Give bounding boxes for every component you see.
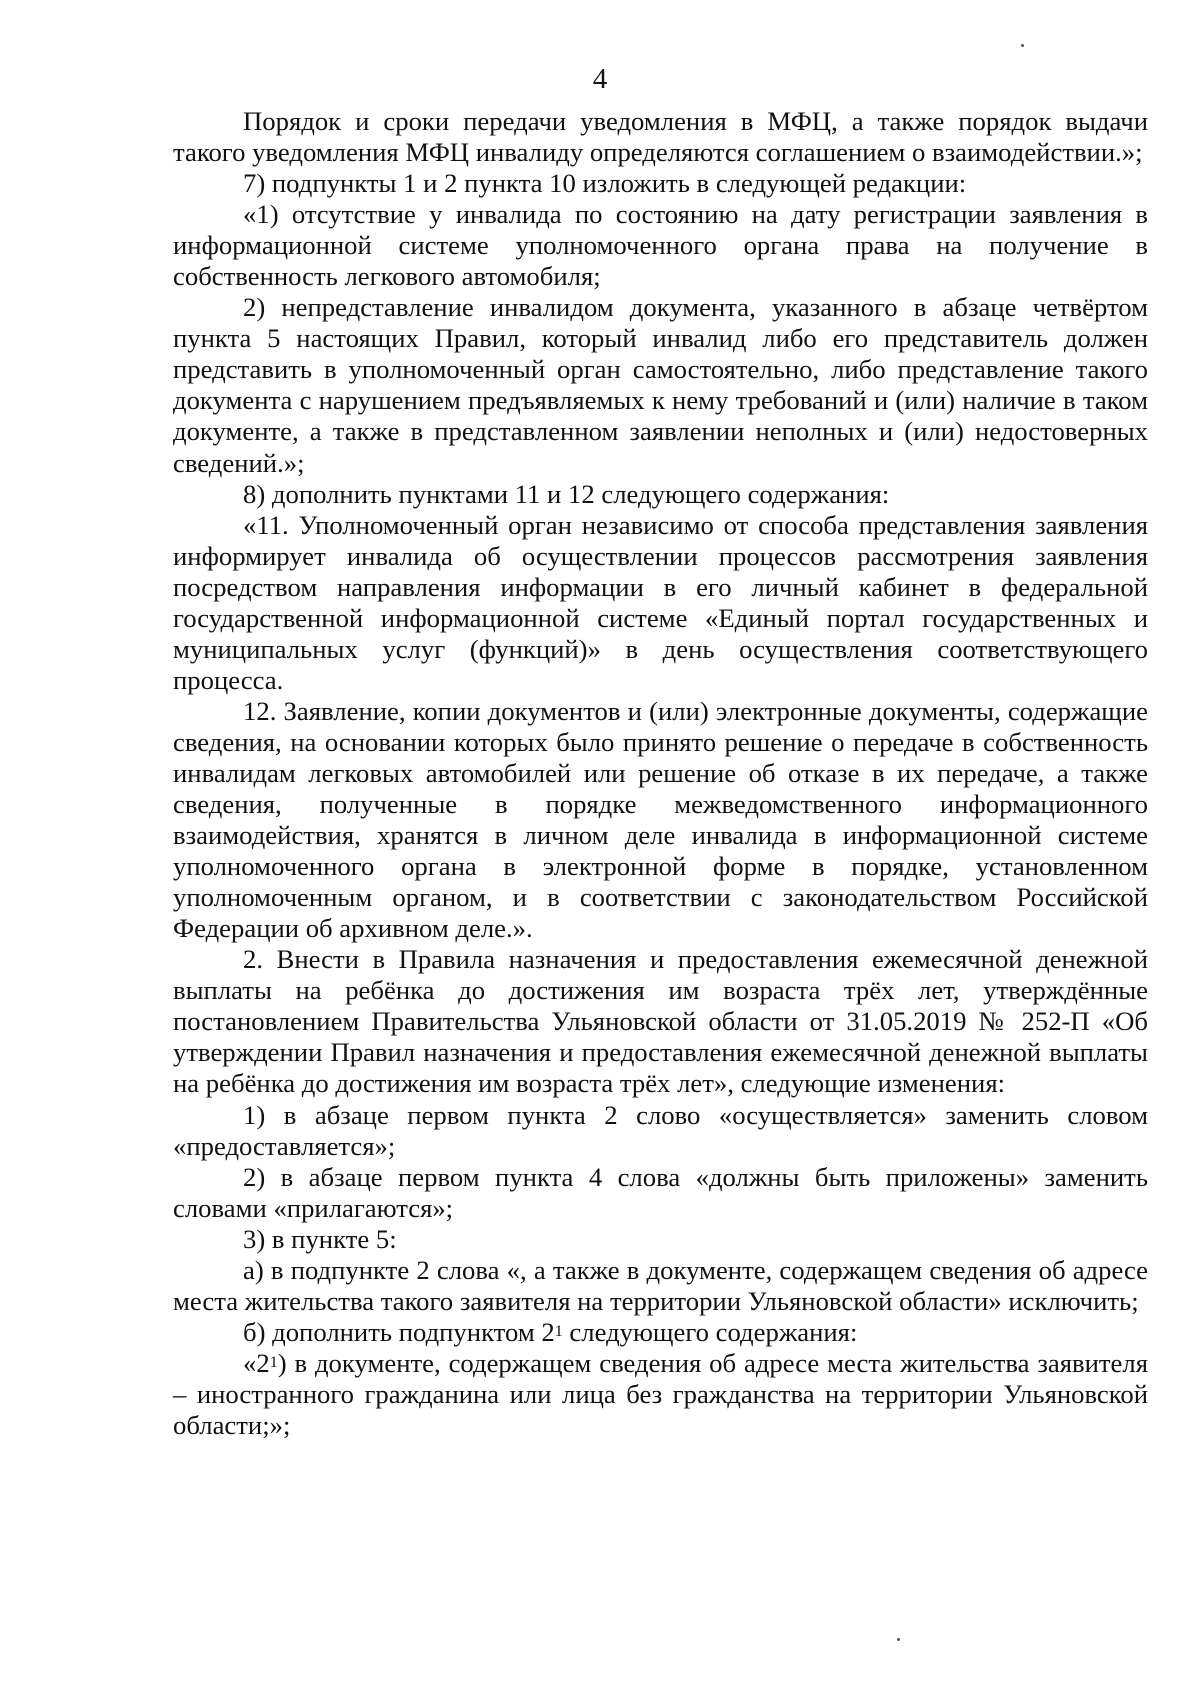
paragraph: 2) в абзаце первом пункта 4 слова «должны быть приложены» заменить словами «прилагаются»; — [173, 1161, 1148, 1223]
superscript: 1 — [554, 1323, 563, 1341]
paragraph: 2. Внести в Правила назначения и предоставления ежемесячной денежной выплаты на ребёнка до достижения им возраста трёх лет, утверждённые постановлением Правительства Ульяновской области от 31.05.2019 № 252-П «Об утверждении Правил назначения и предоставления ежемесячной денежной выплаты на ребёнка до достижения им возраста трёх лет», следующие изменения: — [173, 944, 1148, 1099]
scan-speck — [897, 1638, 900, 1641]
scan-speck — [1021, 44, 1024, 47]
paragraph-text: «2 — [243, 1347, 270, 1378]
paragraph: 3) в пункте 5: — [243, 1223, 397, 1254]
paragraph-text: следующего содержания: — [562, 1316, 858, 1347]
superscript: 1 — [269, 1354, 278, 1372]
page-number: 4 — [592, 63, 608, 95]
paragraph: 2) непредставление инвалидом документа, указанного в абзаце четвёртом пункта 5 настоящих Правил, который инвалид либо его представитель должен представить в уполномоченный орган самостоятельно, либо представление такого документа с нарушением предъявляемых к нему требований и (или) наличие в таком документе, а также в представленном заявлении неполных и (или) недостоверных сведений.»; — [173, 292, 1148, 478]
paragraph — [173, 1348, 1148, 1441]
paragraph: «11. Уполномоченный орган независимо от способа представления заявления информирует инвалида об осуществлении процессов рассмотрения заявления посредством направления информации в его личный кабинет в федеральной государственной информационной системе «Единый портал государственных и муниципальных услуг (функций)» в день осуществления соответствующего процесса. — [173, 509, 1148, 695]
paragraph: 8) дополнить пунктами 11 и 12 следующего содержания: — [243, 478, 890, 509]
paragraph: 12. Заявление, копии документов и (или) электронные документы, содержащие сведения, на основании которых было принято решение о передаче в собственность инвалидам легковых автомобилей или решение об отказе в их передаче, а также сведения, полученные в порядке межведомственного информационного взаимодействия, хранятся в личном деле инвалида в информационной системе уполномоченного органа в электронной форме в порядке, установленном уполномоченным органом, и в соответствии с законодательством Российской Федерации об архивном деле.». — [173, 695, 1148, 944]
paragraph: 1) в абзаце первом пункта 2 слово «осуществляется» заменить словом «предоставляется»; — [173, 1099, 1148, 1161]
paragraph: 7) подпункты 1 и 2 пункта 10 изложить в следующей редакции: — [243, 168, 967, 199]
paragraph-text: ) в документе, содержащем сведения об адресе места жительства заявителя – иностранного гражданина или лица без гражданства на территории Ульяновской области;»; — [173, 1347, 1148, 1440]
paragraph: Порядок и сроки передачи уведомления в МФЦ, а также порядок выдачи такого уведомления МФЦ инвалиду определяются соглашением о взаимодействии.»; — [173, 106, 1148, 168]
paragraph-text: б) дополнить подпунктом 2 — [243, 1316, 555, 1347]
paragraph — [173, 1317, 1148, 1348]
paragraph: а) в подпункте 2 слова «, а также в документе, содержащем сведения об адресе места жительства такого заявителя на территории Ульяновской области» исключить; — [173, 1254, 1148, 1316]
paragraph: «1) отсутствие у инвалида по состоянию на дату регистрации заявления в информационной системе уполномоченного органа права на получение в собственность легкового автомобиля; — [173, 199, 1148, 292]
document-body — [173, 106, 1148, 1441]
